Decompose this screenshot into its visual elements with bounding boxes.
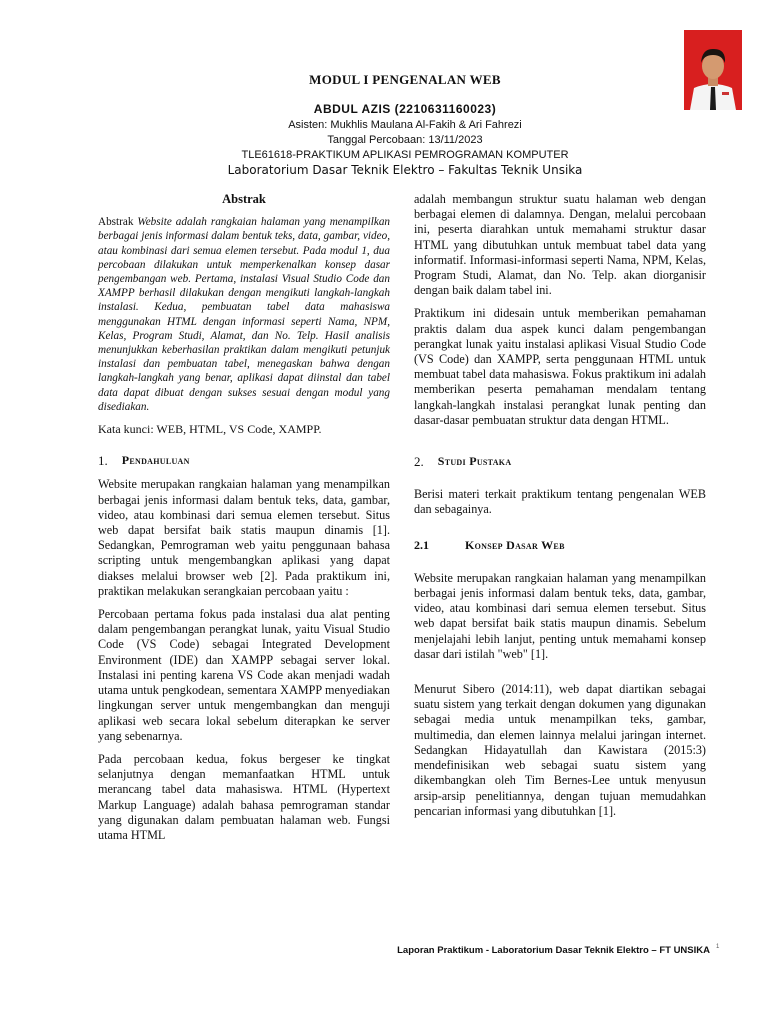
page-footer: Laporan Praktikum - Laboratorium Dasar Teknik Elektro – FT UNSIKA <box>397 945 710 956</box>
abstract-body: Website adalah rangkaian halaman yang menampilkan berbagai jenis informasi dalam bentuk teks, data, gambar, video, atau kombinasi dari semua elemen tersebut. Pada modul 1, dua percobaan dilakukan untuk memperkenalkan konsep dasar pengembangan web. Pertama, instalasi Visual Studio Code dan XAMPP berhasil dilakukan dengan mengikuti langkah-langkah instalasi. Kedua, pembuatan tabel data mahasiswa menggunakan HTML dengan informasi seperti Nama, NPM, Kelas, Program Studi, Alamat, dan No. Telp. Hasil analisis menunjukkan keberhasilan praktikan dalam mengikuti petunjuk instalasi dan pembuatan tabel, menegaskan bahwa dengan langkah-langkah yang benar, aplikasi dapat diinstal dan tabel data dapat dibuat dengan sukses sesuai dengan modul yang disediakan. <box>98 216 391 413</box>
course-line: TLE61618-PRAKTIKUM APLIKASI PEMROGRAMAN KOMPUTER <box>241 149 569 161</box>
assistant-line: Asisten: Mukhlis Maulana Al-Fakih & Ari Fahrezi <box>288 119 522 131</box>
abstract-heading: Abstrak <box>222 192 266 206</box>
author-name: ABDUL AZIS (2210631160023) <box>313 102 497 116</box>
right-column <box>414 192 706 827</box>
page-number: 1 <box>716 944 720 950</box>
date-line: Tanggal Percobaan: 13/11/2023 <box>327 134 483 146</box>
section-1-paragraph-3: Pada percobaan kedua, fokus bergeser ke tingkat selanjutnya dengan memanfaatkan HTML untuk merancang tabel data mahasiswa. HTML (Hypertext Markup Language) adalah bahasa pemrograman standar yang digunakan dalam pembuatan halaman web. Fungsi utama HTML <box>98 751 390 842</box>
section-1-paragraph-1: Website merupakan rangkaian halaman yang menampilkan berbagai jenis informasi dalam bentuk teks, data, gambar, video, atau kombinasi dari semua elemen tersebut. Situs web dapat bersifat baik statis maupun dinamis [1]. Sedangkan, Pemrograman web yaitu penggunaan bahasa scripting untuk mengembangkan aplikasi yang dapat diakses melalui browser web [2]. Pada praktikum ini, praktikan melakukan serangkaian percobaan yaitu : <box>98 477 390 598</box>
section-1-paragraph-2: Percobaan pertama fokus pada instalasi dua alat penting dalam pengembangan perangkat lunak, yaitu Visual Studio Code (VS Code) sebagai Integrated Development Environment (IDE) dan XAMPP sebagai server lokal. Instalasi ini penting karena VS Code akan menjadi wadah utama untuk pengkodean, sementara XAMPP menyediakan lingkungan server untuk mengembangkan dan menguji aplikasi web secara lokal sebelum diterapkan ke server yang sebenarnya. <box>98 607 390 743</box>
lab-line: Laboratorium Dasar Teknik Elektro – Fakultas Teknik Unsika <box>227 163 583 177</box>
keywords: Kata kunci: WEB, HTML, VS Code, XAMPP. <box>98 422 322 437</box>
left-column <box>98 192 390 851</box>
section-1-heading <box>98 453 390 468</box>
section-1-paragraph-4: adalah membangun struktur suatu halaman web dengan berbagai elemen di dalamnya. Dengan, melalui percobaan ini, peserta diarahkan untuk memahami struktur dasar HTML yang dibutuhkan untuk membuat tabel data yang informatif. Informasi-informasi seperti Nama, NPM, Kelas, Program Studi, Alamat, dan No. Telp. akan diorganisir dengan baik dalam tabel ini. <box>414 192 706 298</box>
abstract-text <box>98 215 390 414</box>
subsection-2-1-heading <box>414 538 706 553</box>
portrait-photo-icon <box>684 30 742 110</box>
section-2-intro: Berisi materi terkait praktikum tentang pengenalan WEB dan sebagainya. <box>414 487 706 517</box>
section-2-title: Studi Pustaka <box>437 454 512 469</box>
section-2-number: 2. <box>414 454 424 470</box>
section-2-heading <box>414 454 706 469</box>
subsection-2-1-title: Konsep Dasar Web <box>465 537 565 552</box>
subsection-2-1-paragraph-2: Menurut Sibero (2014:11), web dapat diartikan sebagai suatu sistem yang terkait dengan dokumen yang digunakan sebagai media untuk menampilkan teks, gambar, multimedia, dan elemen lainnya melalui jaringan internet. Sedangkan Hidayatullah dan Kawistara (2015:3) mendefinisikan web sebagai suatu sistem yang dikembangkan oleh Tim Bernes-Lee untuk menyusun arsip-arsip penelitiannya, dengan tujuan memudahkan pencarian informasi yang dibutuhkan [1]. <box>414 682 706 818</box>
author-photo <box>684 30 742 110</box>
paper-title: MODUL I PENGENALAN WEB <box>309 72 501 87</box>
section-1-number: 1. <box>98 453 108 469</box>
subsection-2-1-number: 2.1 <box>414 537 429 552</box>
abstract-lead: Abstrak <box>98 216 138 229</box>
section-1-paragraph-5: Praktikum ini didesain untuk memberikan pemahaman praktis dalam dua aspek kunci dalam pengembangan perangkat lunak yaitu instalasi aplikasi Visual Studio Code (VS Code) dan XAMPP, serta penggunaan HTML untuk membuat tabel data mahasiswa. Fokus praktikum ini adalah memberikan peserta pemahaman mendalam tentang langkah-langkah instalasi perangkat lunak penting dan dasar-dasar pembuatan struktur data dengan HTML. <box>414 306 706 427</box>
subsection-2-1-paragraph-1: Website merupakan rangkaian halaman yang menampilkan berbagai jenis informasi dalam bentuk teks, data, gambar, video, atau kombinasi dari semua elemen tersebut. Situs web dapat bersifat baik statis maupun dinamis. Sebelum menjelajahi lebih lanjut, penting untuk memahami konsep dasar dari istilah "web" [1]. <box>414 570 706 661</box>
section-1-title: Pendahuluan <box>121 453 190 468</box>
